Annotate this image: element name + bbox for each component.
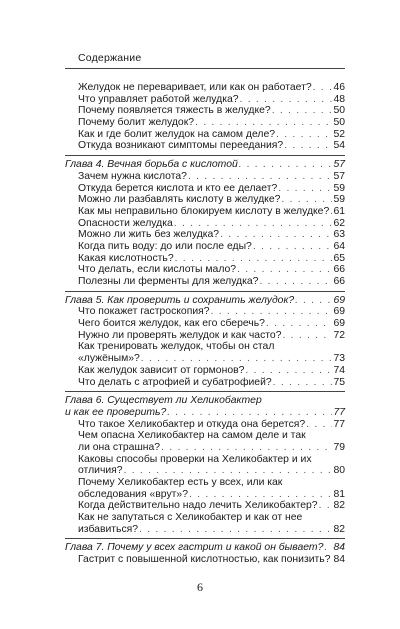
dot-leader <box>276 129 332 141</box>
chapter-title: Глава 4. Вечная борьба с кислотой <box>65 159 238 171</box>
toc-page-number: 84 <box>333 542 345 554</box>
toc-page-number: 69 <box>333 306 345 318</box>
toc-page-number: 66 <box>333 264 345 276</box>
toc-page-number: 63 <box>333 229 345 241</box>
chapter-title: и как ее проверить? <box>65 406 167 418</box>
toc-entry-title: Зачем нужна кислота? <box>78 170 187 182</box>
toc-entry-title: Опасности желудка <box>78 217 173 229</box>
table-of-contents <box>65 82 345 566</box>
toc-entry-title: Желудок не переваривает, или как он работает? <box>78 82 312 93</box>
toc-entry[interactable] <box>65 129 345 141</box>
toc-page-number: 48 <box>333 93 345 105</box>
toc-entry[interactable] <box>65 465 345 477</box>
running-header: Содержание <box>78 52 142 64</box>
toc-entry[interactable] <box>65 377 345 389</box>
toc-entry[interactable] <box>65 264 345 276</box>
dot-leader <box>259 276 332 288</box>
toc-entry[interactable] <box>65 365 345 377</box>
toc-entry-title: Откуда возникают симптомы переедания? <box>78 140 284 152</box>
dot-leader <box>313 82 333 94</box>
toc-entry-title: Когда действительно надо лечить Хеликобактер? <box>78 500 318 512</box>
toc-entry[interactable] <box>65 171 345 183</box>
dot-leader <box>174 218 333 230</box>
toc-entry-title: Что покажет гастроскопия? <box>78 306 210 318</box>
toc-entry[interactable] <box>65 229 345 241</box>
toc-page-number: 75 <box>333 376 345 388</box>
toc-page-number: 80 <box>333 465 345 477</box>
chapter-entry[interactable] <box>65 295 345 307</box>
chapter-title: Глава 5. Как проверить и сохранить желудок? <box>65 294 295 306</box>
toc-entry[interactable] <box>65 353 345 365</box>
toc-entry-title: Когда пить воду: до или после еды? <box>78 240 252 252</box>
dot-leader <box>167 407 332 419</box>
toc-page-number: 69 <box>333 318 345 330</box>
toc-page-number: 50 <box>333 117 345 129</box>
toc-page-number: 84 <box>333 554 345 566</box>
dot-leader <box>324 542 332 554</box>
toc-entry-title: «лужёным»? <box>78 353 140 365</box>
dot-leader <box>211 306 333 318</box>
section-divider <box>65 538 345 539</box>
toc-entry-title[interactable]: Чем опасна Хеликобактер на самом деле и так <box>78 430 306 442</box>
toc-page-number: 79 <box>333 441 345 453</box>
dot-leader <box>139 524 332 536</box>
toc-entry-title: Можно ли разбавлять кислоту в желудке? <box>78 194 281 206</box>
toc-entry[interactable] <box>65 206 345 218</box>
toc-entry[interactable] <box>65 218 345 230</box>
toc-entry-title: Почему появляется тяжесть в желудке? <box>78 105 271 117</box>
toc-entry-title: Чего боится желудок, как его сберечь? <box>78 318 265 330</box>
toc-page-number: 59 <box>333 182 345 194</box>
toc-page-number: 82 <box>333 523 345 535</box>
toc-page-number: 69 <box>333 294 345 306</box>
toc-page-number: 81 <box>333 488 345 500</box>
chapter-entry[interactable] <box>65 542 345 554</box>
dot-leader <box>188 171 333 183</box>
toc-entry-title: Что делать, если кислоты мало? <box>78 264 237 276</box>
toc-entry-title: Как мы неправильно блокируем кислоту в желудке? <box>78 205 330 217</box>
toc-entry[interactable] <box>65 94 345 106</box>
page-number: 6 <box>197 580 203 594</box>
toc-entry[interactable] <box>65 500 345 512</box>
toc-page-number: 62 <box>333 217 345 229</box>
toc-entry-title: Почему болит желудок? <box>78 117 195 129</box>
toc-entry[interactable] <box>65 524 345 536</box>
toc-entry[interactable] <box>65 442 345 454</box>
toc-page-number: 77 <box>333 406 345 418</box>
dot-leader <box>240 94 333 106</box>
section-divider <box>65 155 345 156</box>
toc-entry[interactable] <box>65 489 345 501</box>
toc-entry-title: Как желудок зависит от гормонов? <box>78 364 245 376</box>
chapter-title[interactable]: Глава 6. Существует ли Хеликобактер <box>65 395 262 407</box>
toc-page-number: 65 <box>333 252 345 264</box>
toc-entry-title[interactable]: Как тренировать желудок, чтобы он стал <box>78 341 275 353</box>
chapter-entry[interactable] <box>65 407 345 419</box>
toc-entry[interactable] <box>65 105 345 117</box>
dot-leader <box>284 140 332 152</box>
toc-page-number: 61 <box>333 205 345 217</box>
chapter-title: Глава 7. Почему у всех гастрит и какой он бывает? <box>65 542 324 554</box>
toc-entry[interactable] <box>65 306 345 318</box>
toc-entry[interactable] <box>65 117 345 129</box>
toc-entry-title: Можно ли жить без желудка? <box>78 229 220 241</box>
toc-entry-title: ли она страшна? <box>78 441 161 453</box>
toc-page-number: 74 <box>333 364 345 376</box>
dot-leader <box>273 377 333 389</box>
section-divider <box>65 291 345 292</box>
toc-entry-title: Гастрит с повышенной кислотностью, как понизить? <box>78 554 331 566</box>
toc-page-number: 50 <box>333 105 345 117</box>
toc-page-number: 57 <box>333 170 345 182</box>
dot-leader <box>272 105 333 117</box>
toc-entry-title[interactable]: Как не запутаться с Хеликобактер и как от нее <box>78 512 303 524</box>
toc-entry[interactable] <box>65 140 345 152</box>
toc-entry[interactable] <box>65 194 345 206</box>
toc-entry-title: избавиться? <box>78 523 139 535</box>
toc-entry-title: Что делать с атрофией и субатрофией? <box>78 376 272 388</box>
toc-page-number: 72 <box>333 329 345 341</box>
dot-leader <box>237 264 332 276</box>
toc-entry[interactable] <box>65 253 345 265</box>
toc-entry-title: Откуда берется кислота и кто ее делает? <box>78 182 278 194</box>
toc-entry-title: отличия? <box>78 465 123 477</box>
toc-entry-title: Что такое Хеликобактер и откуда она берется? <box>78 418 306 430</box>
toc-entry-title[interactable]: Каковы способы проверки на Хеликобактер и их <box>78 453 312 465</box>
toc-page-number: 82 <box>333 500 345 512</box>
dot-leader <box>161 442 332 454</box>
dot-leader <box>282 330 332 342</box>
dot-leader <box>253 241 333 253</box>
toc-entry-title: Полезны ли ферменты для желудка? <box>78 276 259 287</box>
toc-page-number: 57 <box>333 159 345 171</box>
toc-entry[interactable] <box>65 82 345 94</box>
dot-leader <box>239 159 333 171</box>
dot-leader <box>245 365 332 377</box>
dot-leader <box>331 554 332 566</box>
dot-leader <box>189 489 332 501</box>
toc-entry-title: Какая кислотность? <box>78 252 174 264</box>
toc-entry[interactable] <box>65 318 345 330</box>
dot-leader <box>306 419 332 431</box>
dot-leader <box>266 318 333 330</box>
toc-entry-title: Как и где болит желудок на самом деле? <box>78 128 276 140</box>
toc-entry[interactable] <box>65 554 345 566</box>
dot-leader <box>124 465 333 477</box>
toc-entry[interactable] <box>65 183 345 195</box>
toc-entry[interactable] <box>65 419 345 431</box>
dot-leader <box>319 500 333 512</box>
toc-page-number: 59 <box>333 194 345 206</box>
toc-page-number: 66 <box>333 276 345 287</box>
header-rule <box>65 68 345 69</box>
toc-entry-title: Что управляет работой желудка? <box>78 93 239 105</box>
toc-page-number: 73 <box>333 353 345 365</box>
toc-page-number: 64 <box>333 240 345 252</box>
dot-leader <box>278 183 332 195</box>
chapter-entry[interactable] <box>65 159 345 171</box>
toc-page-number: 54 <box>333 140 345 152</box>
section-divider <box>65 391 345 392</box>
dot-leader <box>141 353 333 365</box>
dot-leader <box>330 206 332 218</box>
toc-entry-title: обследования «врут»? <box>78 488 188 500</box>
toc-entry-title[interactable]: Почему Хеликобактер есть у всех, или как <box>78 477 283 488</box>
toc-entry[interactable] <box>65 241 345 253</box>
toc-page-number: 77 <box>333 418 345 430</box>
toc-entry-title: Нужно ли проверять желудок и как часто? <box>78 329 282 341</box>
toc-page-number: 46 <box>333 82 345 93</box>
dot-leader <box>295 295 332 307</box>
dot-leader <box>281 194 332 206</box>
toc-page-number: 52 <box>333 128 345 140</box>
dot-leader <box>175 253 333 265</box>
dot-leader <box>220 229 332 241</box>
toc-entry[interactable] <box>65 330 345 342</box>
dot-leader <box>195 117 332 129</box>
toc-entry[interactable] <box>65 276 345 288</box>
